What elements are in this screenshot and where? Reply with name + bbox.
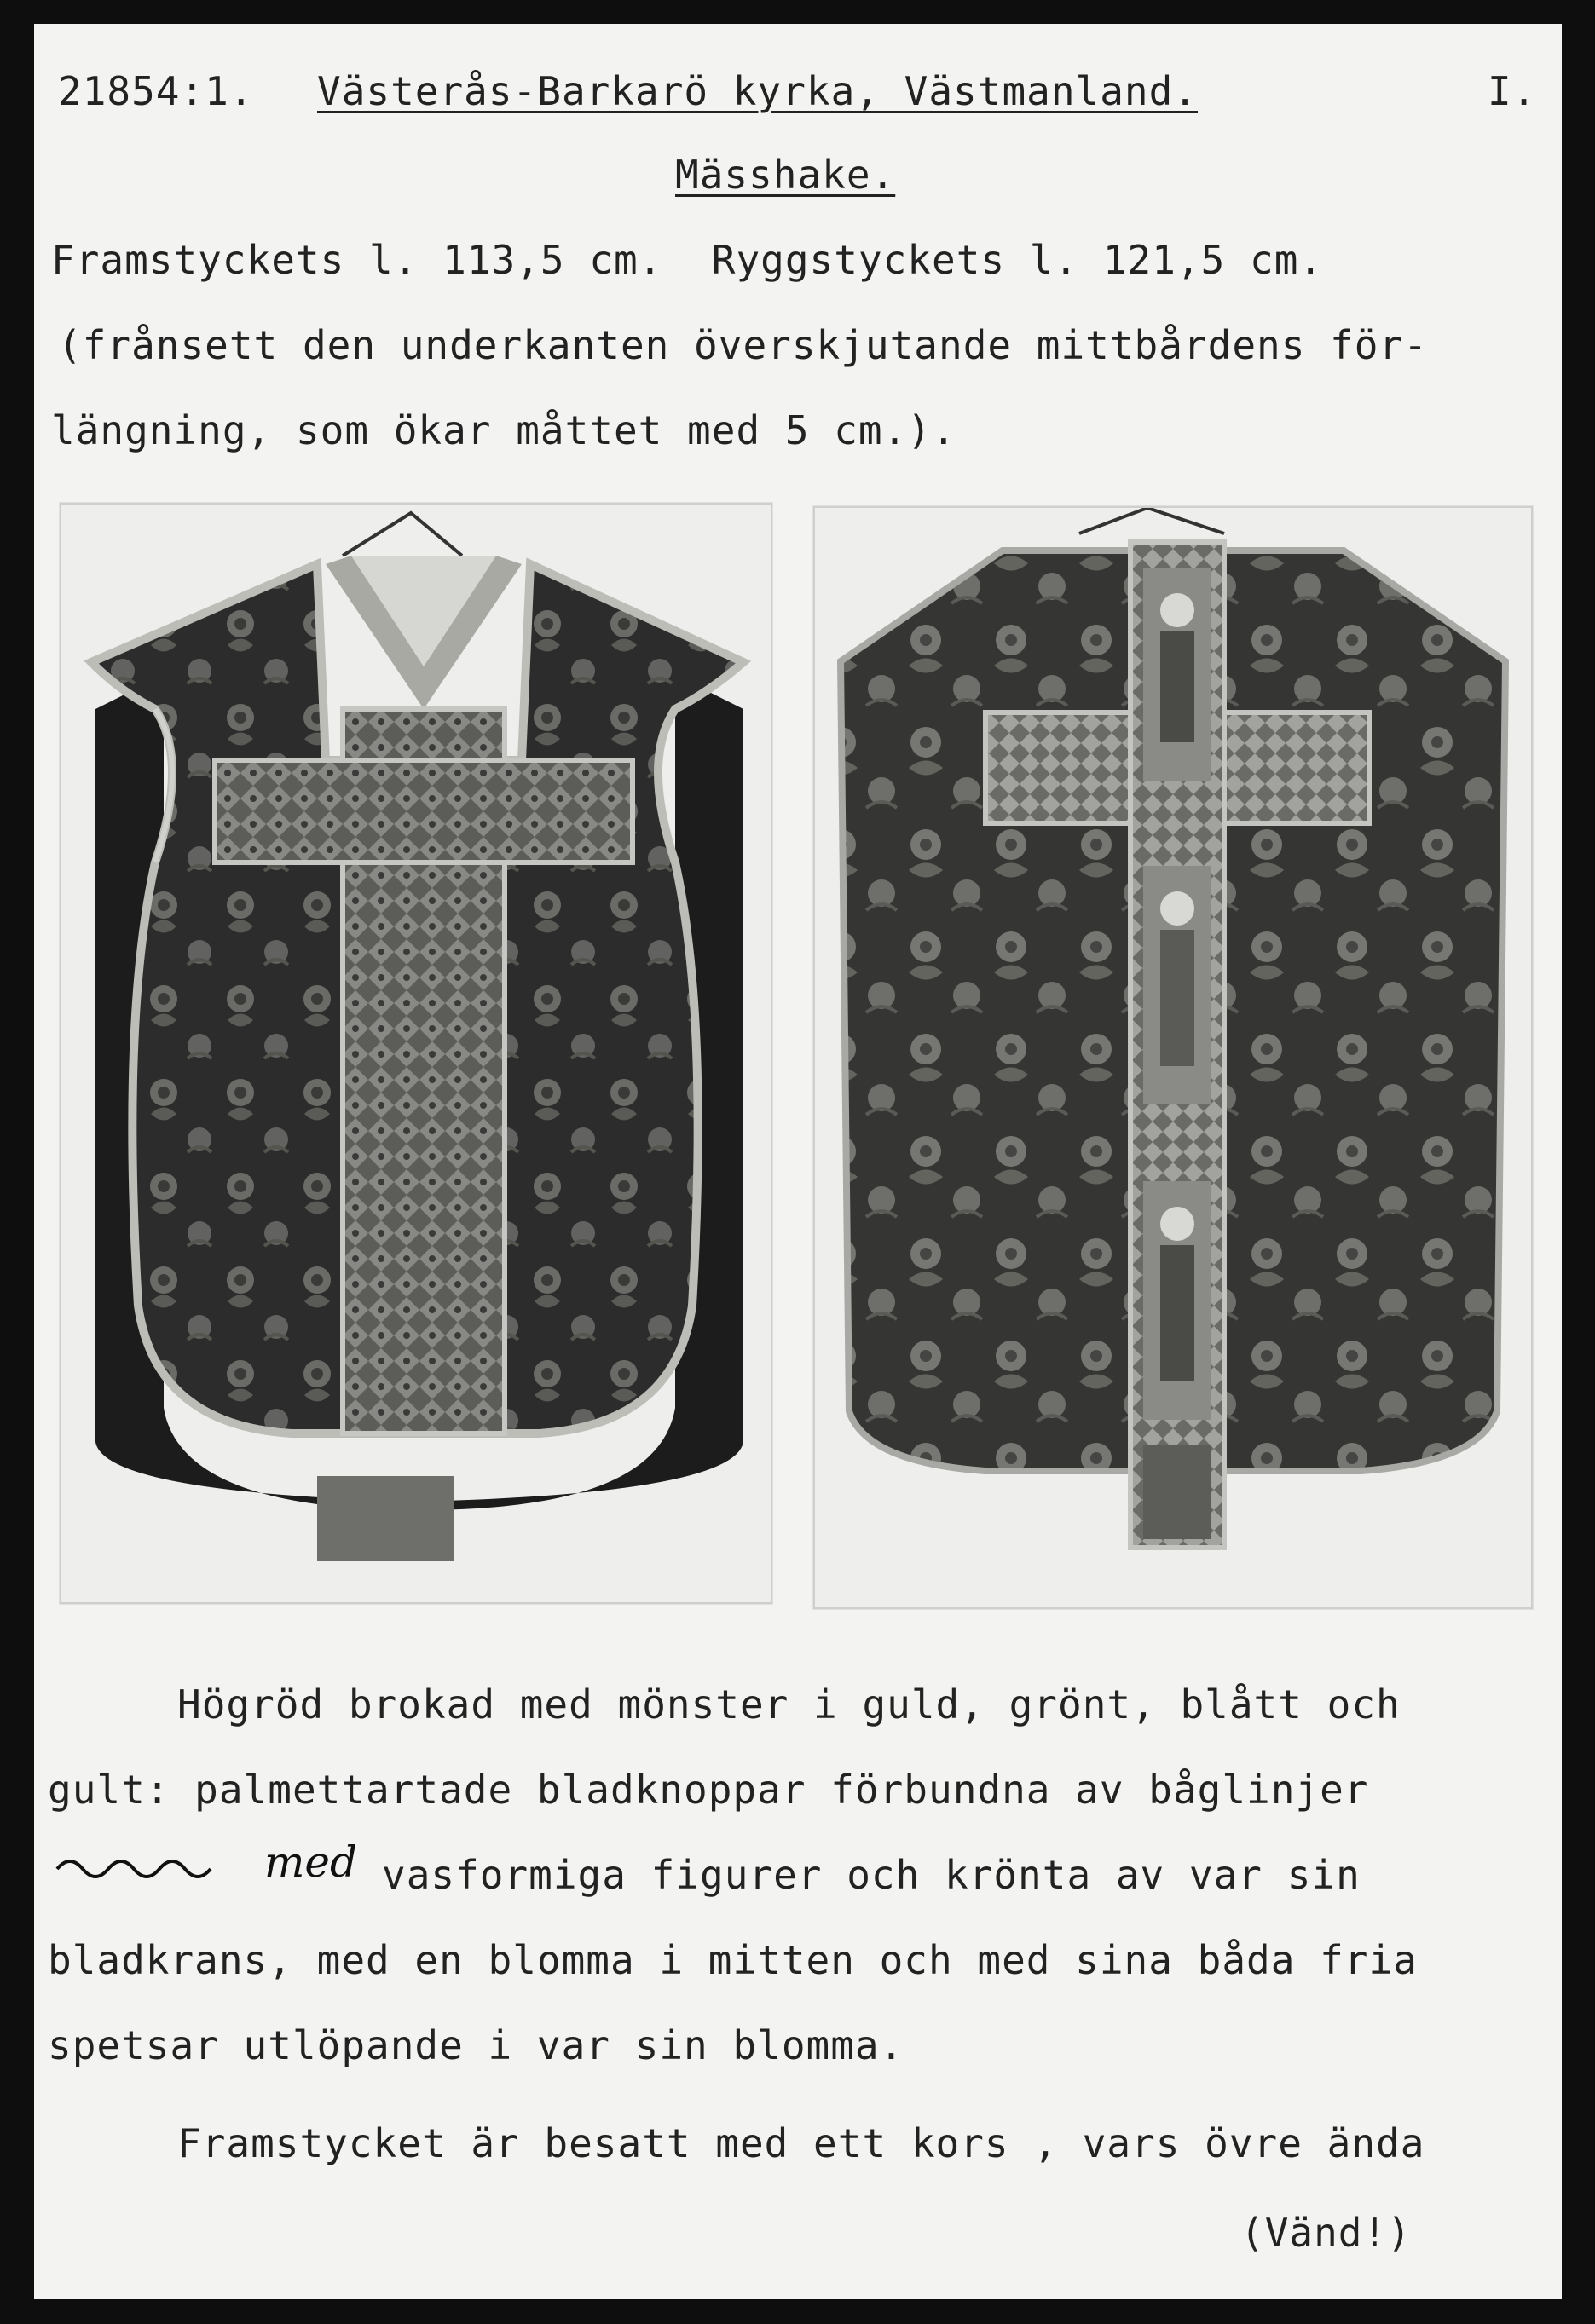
turn-over-note: (Vänd!): [1240, 2210, 1412, 2256]
handwritten-insertion: med: [264, 1837, 358, 1887]
archive-card: [34, 24, 1562, 2299]
sheet-number: I.: [1488, 68, 1537, 114]
description-line-4: bladkrans, med en blomma i mitten och med sina båda fria: [48, 1937, 1418, 1983]
strikethrough-squiggle-icon: [53, 1843, 240, 1886]
measurement-line-1: Framstyckets l. 113,5 cm. Ryggstyckets l. 121,5 cm.: [51, 237, 1324, 283]
front-chasuble-image: [61, 505, 771, 1602]
measurement-line-2: (frånsett den underkanten överskjutande mittbårdens för-: [58, 322, 1428, 368]
description-line-5: spetsar utlöpande i var sin blomma.: [48, 2022, 904, 2068]
front-photo: [60, 503, 772, 1604]
back-photo: [813, 506, 1533, 1609]
measurement-line-3: längning, som ökar måttet med 5 cm.).: [51, 407, 956, 453]
description-line-3: vasformiga figurer och krönta av var sin: [382, 1852, 1361, 1898]
object-name: Mässhake.: [675, 152, 896, 198]
location-title: Västerås-Barkarö kyrka, Västmanland.: [317, 68, 1198, 114]
back-chasuble-image: [815, 508, 1531, 1607]
description-line-1: Högröd brokad med mönster i guld, grönt, blått och: [177, 1681, 1401, 1727]
description-line-2: gult: palmettartade bladknoppar förbundna av båglinjer: [48, 1767, 1369, 1813]
description-line-6: Framstycket är besatt med ett kors , vars övre ända: [177, 2120, 1425, 2166]
catalog-number: 21854:1.: [58, 68, 254, 114]
